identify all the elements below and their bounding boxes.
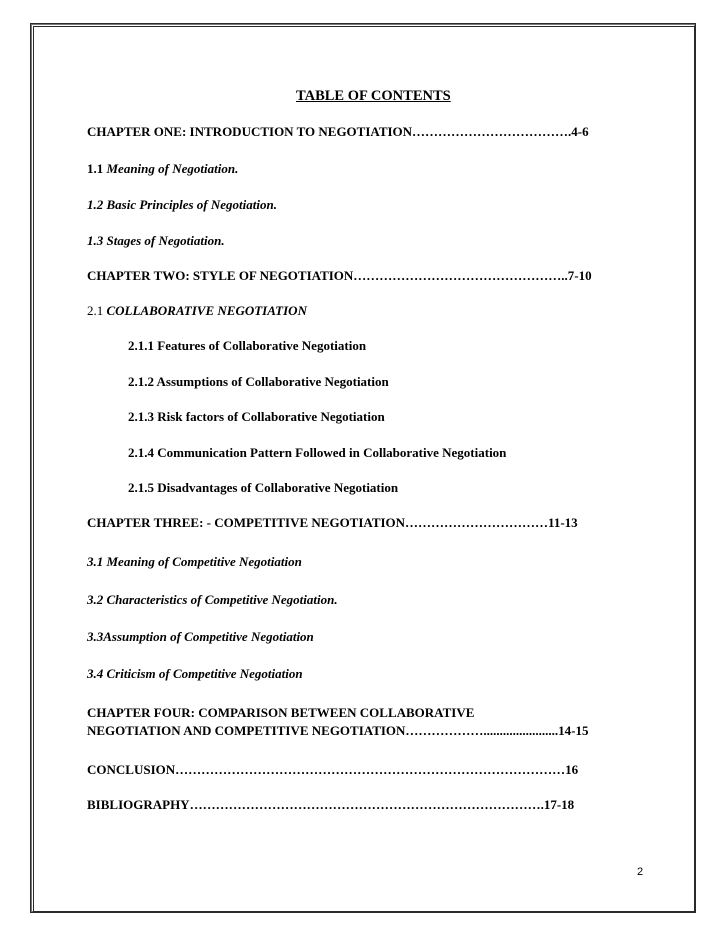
toc-section-1-1[interactable] bbox=[87, 161, 238, 177]
toc-section-1-1-number: 1.1 bbox=[87, 161, 107, 176]
toc-conclusion[interactable]: CONCLUSION………………………………………………………………………………16 bbox=[87, 762, 579, 777]
page-title: TABLE OF CONTENTS bbox=[296, 88, 451, 104]
toc-chapter-two[interactable]: CHAPTER TWO: STYLE OF NEGOTIATION…………………………………………..7-10 bbox=[87, 268, 592, 283]
toc-section-2-1[interactable] bbox=[87, 303, 307, 319]
toc-chapter-four-line2[interactable]: NEGOTIATION AND COMPETITIVE NEGOTIATION……………….......................14-15 bbox=[87, 723, 589, 738]
toc-section-1-3[interactable]: 1.3 Stages of Negotiation. bbox=[87, 233, 225, 248]
toc-section-2-1-3[interactable]: 2.1.3 Risk factors of Collaborative Negotiation bbox=[128, 409, 385, 424]
toc-chapter-four-line1[interactable]: CHAPTER FOUR: COMPARISON BETWEEN COLLABORATIVE bbox=[87, 705, 475, 720]
toc-section-3-4[interactable]: 3.4 Criticism of Competitive Negotiation bbox=[87, 666, 303, 681]
toc-section-2-1-4[interactable]: 2.1.4 Communication Pattern Followed in Collaborative Negotiation bbox=[128, 445, 507, 460]
toc-section-2-1-number: 2.1 bbox=[87, 303, 107, 318]
toc-section-2-1-2[interactable]: 2.1.2 Assumptions of Collaborative Negotiation bbox=[128, 374, 389, 389]
toc-section-1-2[interactable]: 1.2 Basic Principles of Negotiation. bbox=[87, 197, 277, 212]
toc-section-1-1-title: Meaning of Negotiation. bbox=[106, 161, 239, 176]
page-border-inner bbox=[33, 26, 695, 912]
toc-section-2-1-title: COLLABORATIVE NEGOTIATION bbox=[106, 303, 307, 318]
toc-chapter-three[interactable]: CHAPTER THREE: - COMPETITIVE NEGOTIATION……………………………11-13 bbox=[87, 515, 578, 530]
toc-section-3-3[interactable]: 3.3Assumption of Competitive Negotiation bbox=[87, 629, 314, 644]
toc-section-3-2[interactable]: 3.2 Characteristics of Competitive Negotiation. bbox=[87, 592, 338, 607]
toc-bibliography[interactable]: BIBLIOGRAPHY……………………………………………………………………….17-18 bbox=[87, 797, 575, 812]
toc-section-2-1-1[interactable]: 2.1.1 Features of Collaborative Negotiation bbox=[128, 338, 367, 353]
toc-section-3-1[interactable]: 3.1 Meaning of Competitive Negotiation bbox=[87, 554, 302, 569]
page-number: 2 bbox=[637, 866, 644, 878]
toc-section-2-1-5[interactable]: 2.1.5 Disadvantages of Collaborative Negotiation bbox=[128, 480, 399, 495]
toc-chapter-one[interactable]: CHAPTER ONE: INTRODUCTION TO NEGOTIATION……………………………….4-6 bbox=[87, 124, 589, 139]
